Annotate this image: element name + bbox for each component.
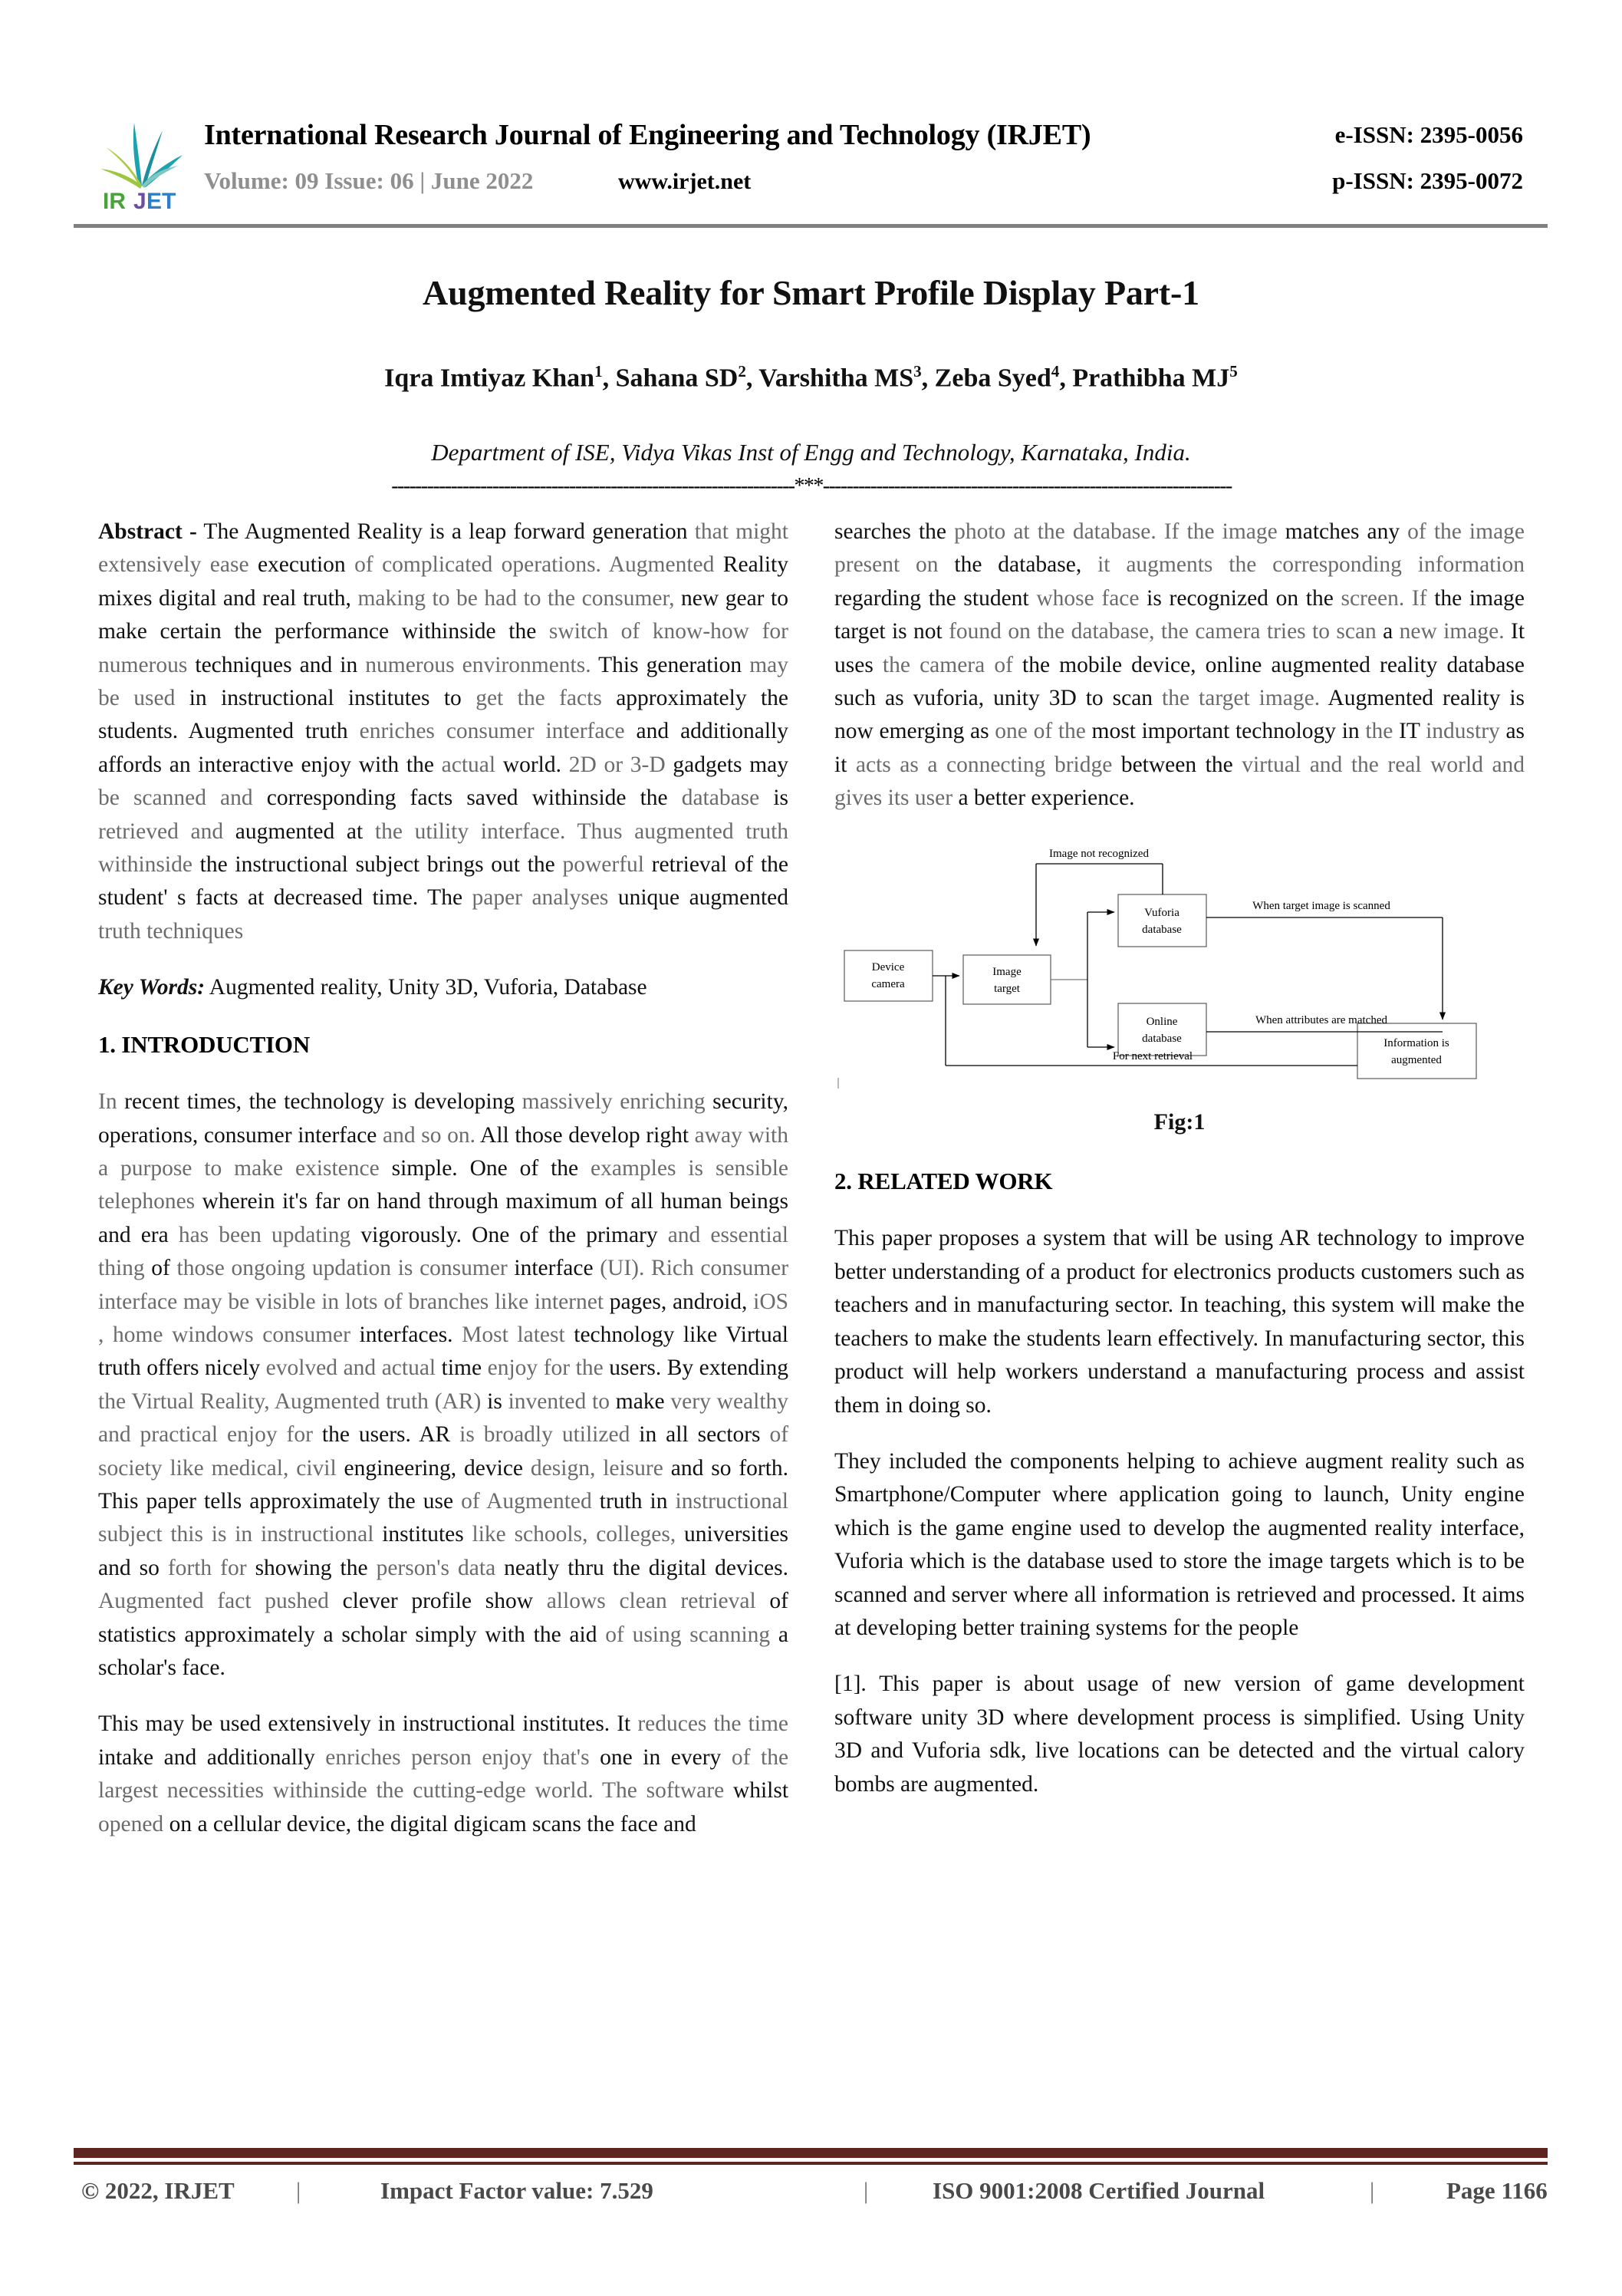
journal-website-link[interactable]: www.irjet.net bbox=[618, 169, 752, 194]
node-label-vuforia-line2: database bbox=[1142, 923, 1182, 936]
affiliation: Department of ISE, Vidya Vikas Inst of Engg and Technology, Karnataka, India. bbox=[431, 439, 1191, 466]
edge-label-target-scanned: When target image is scanned bbox=[1252, 899, 1390, 912]
edge-label-image-not-recognized: Image not recognized bbox=[1049, 847, 1149, 860]
node-label-info-line2: augmented bbox=[1391, 1053, 1442, 1066]
left-column bbox=[98, 516, 788, 1864]
e-issn: e-ISSN: 2395-0056 bbox=[1334, 121, 1523, 148]
node-label-online-line2: database bbox=[1142, 1032, 1182, 1045]
figure-1-flowchart bbox=[834, 838, 1525, 1092]
p-issn: p-ISSN: 2395-0072 bbox=[1332, 167, 1523, 194]
node-label-image-target-line1: Image bbox=[992, 965, 1022, 978]
footer-separator-2: | bbox=[864, 2177, 869, 2204]
node-label-vuforia-line1: Vuforia bbox=[1144, 906, 1179, 919]
journal-masthead bbox=[98, 114, 1525, 215]
keywords-label: Key Words: bbox=[98, 975, 206, 1000]
journal-title: International Research Journal of Engineering and Technology (IRJET) bbox=[204, 119, 1091, 151]
continued-paragraph: searches the photo at the database. If the image matches any of the image present on the database, it augments the corresponding information regarding the student whose face is recognized on the screen. If the image target is not found on the database, the camera tries to scan a new image. It uses the camera of the mobile device, online augmented reality database such as vuforia, unity 3D to scan the target image. Augmented reality is now emerging as one of the most important technology in the IT industry as it acts as a connecting bridge between the virtual and the real world and gives its user a better experience. bbox=[834, 519, 1525, 811]
abstract-label: Abstract - bbox=[98, 519, 197, 544]
section-heading-introduction: 1. INTRODUCTION bbox=[98, 1030, 311, 1058]
intro-paragraph-2: This may be used extensively in instructional institutes. It reduces the time intake and additionally enriches person enjoy that's one in every of the largest necessities withinside the cutting-edge world. The software whilst opened on a cellular device, the digital digicam scans the face and bbox=[98, 1711, 789, 1836]
node-label-info-line1: Information is bbox=[1383, 1036, 1449, 1049]
footer-divider-thick bbox=[74, 2148, 1548, 2158]
keywords-text: Augmented reality, Unity 3D, Vuforia, Database bbox=[205, 975, 647, 1000]
author-list: Iqra Imtiyaz Khan$^1$, Sahana $SD^2$, Varshitha $MS^3$, Zeba Syed$^4$, Prathibha $MJ^5$ bbox=[384, 362, 1238, 393]
page-title: Augmented Reality for Smart Profile Display Part-1 bbox=[423, 273, 1199, 312]
svg-text:J: J bbox=[133, 189, 146, 212]
node-label-online-line1: Online bbox=[1146, 1015, 1178, 1028]
abstract-text: The Augmented Reality is a leap forward generation that might extensively ease execution of complicated operations. Augmented Reality mixes digital and real truth, making to be had to the consumer, new gear to make certain the performance withinside the switch of know-how for numerous techniques and in numerous environments. This generation may be used in instructional institutes to get the facts approximately the students. Augmented truth enriches consumer interface and additionally affords an interactive enjoy with the actual world. 2D or 3-D gadgets may be scanned and corresponding facts saved withinside the database is retrieved and augmented at the utility interface. Thus augmented truth withinside the instructional subject brings out the powerful retrieval of the student' s facts at decreased time. The paper analyses unique augmented truth techniques bbox=[98, 519, 789, 944]
related-paragraph-3: [1]. This paper is about usage of new version of game development software unity 3D where development process is simplified. Using Unity 3D and Vuforia sdk, live locations can be detected and the virtual calory bombs are augmented. bbox=[834, 1672, 1525, 1797]
section-separator: --------------------------------------------------------------------***--------------------------------------------------------------------- bbox=[391, 474, 1232, 498]
footer-impact-factor: Impact Factor value: 7.529 bbox=[380, 2177, 653, 2204]
footer-iso-certification: ISO 9001:2008 Certified Journal bbox=[933, 2177, 1265, 2204]
edge-label-next-retrieval: For next retrieval bbox=[1112, 1049, 1193, 1062]
abstract-paragraph bbox=[98, 516, 788, 948]
masthead-row-title bbox=[204, 118, 1525, 161]
page-footer bbox=[74, 2177, 1548, 2219]
svg-text:ET: ET bbox=[146, 189, 176, 212]
header-divider bbox=[74, 224, 1548, 228]
node-label-device-camera-line1: Device bbox=[871, 960, 905, 973]
intro-paragraph-1: In recent times, the technology is developing massively enriching security, operations, consumer interface and so on. All those develop right away with a purpose to make existence simple. One of the examples is sensible telephones wherein it's far on hand through maximum of all human beings and era has been updating vigorously. One of the primary and essential thing of those ongoing updation is consumer interface (UI). Rich consumer interface may be visible in lots of branches like internet pages, android, iOS , home windows consumer interfaces. Most latest technology like Virtual truth offers nicely evolved and actual time enjoy for the users. By extending the Virtual Reality, Augmented truth (AR) is invented to make very wealthy and practical enjoy for the users. AR is broadly utilized in all sectors of society like medical, civil engineering, device design, leisure and so forth. This paper tells approximately the use of Augmented truth in instructional subject this is in instructional institutes like schools, colleges, universities and so forth for showing the person's data neatly thru the digital devices. Augmented fact pushed clever profile show allows clean retrieval of statistics approximately a scholar simply with the aid of using scanning a scholar's face. bbox=[98, 1089, 789, 1680]
footer-separator-3: | bbox=[1370, 2177, 1375, 2204]
node-label-device-camera-line2: camera bbox=[871, 977, 905, 990]
right-column bbox=[834, 516, 1525, 1824]
footer-page-number: Page 1166 bbox=[1446, 2177, 1548, 2204]
related-paragraph-1: This paper proposes a system that will be using AR technology to improve better understanding of a product for electronics products customers such as teachers and in manufacturing sector. In teaching, this system will make the teachers to make the students learn effectively. In manufacturing sector, this product will help workers understand a manufacturing process and assist them in doing so. bbox=[834, 1226, 1525, 1418]
section-heading-related-work: 2. RELATED WORK bbox=[834, 1168, 1053, 1195]
related-paragraph-2: They included the components helping to achieve augment reality such as Smartphone/Computer where application going to launch, Unity engine which is the game engine used to develop the augmented reality interface, Vuforia which is the database used to store the image targets which is to be scanned and server where all information is retrieved and processed. It aims at developing better training systems for the people bbox=[834, 1448, 1525, 1640]
footer-divider-thin bbox=[74, 2162, 1548, 2165]
masthead-row-volume bbox=[204, 166, 1525, 206]
footer-copyright: © 2022, IRJET bbox=[81, 2177, 235, 2204]
svg-text:IR: IR bbox=[103, 189, 126, 212]
irjet-logo-icon bbox=[98, 115, 189, 212]
volume-issue-date: Volume: 09 Issue: 06 | June 2022 bbox=[204, 167, 534, 194]
footer-separator-1: | bbox=[296, 2177, 301, 2204]
keywords-paragraph bbox=[98, 971, 788, 1004]
edge-label-attributes-matched: When attributes are matched bbox=[1255, 1013, 1388, 1026]
figure-caption: Fig:1 bbox=[1153, 1108, 1206, 1135]
node-label-image-target-line2: target bbox=[994, 982, 1020, 995]
